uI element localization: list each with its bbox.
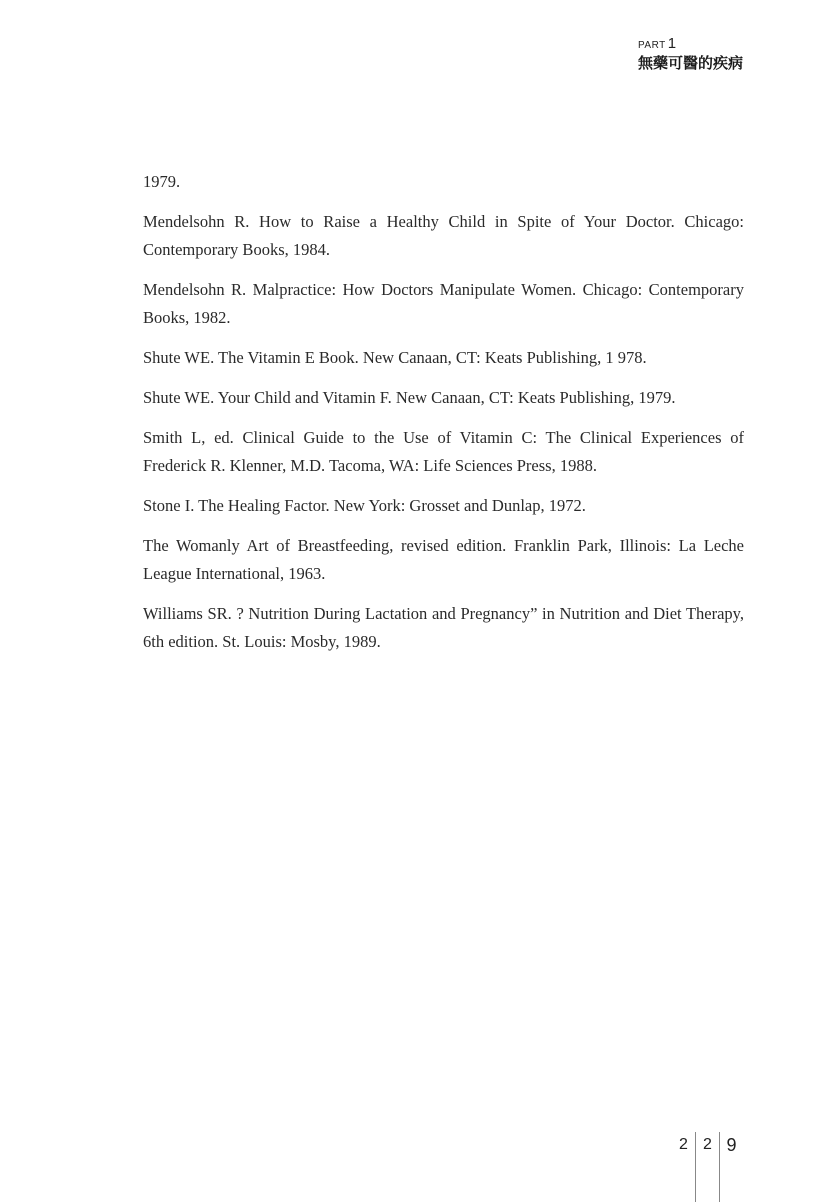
part-number: 1 bbox=[667, 35, 677, 52]
reference-entry: The Womanly Art of Breastfeeding, revised edition. Franklin Park, Illinois: La Leche League International, 1963. bbox=[143, 536, 744, 583]
part-text: PART bbox=[637, 40, 666, 51]
reference-entry: Williams SR. ? Nutrition During Lactation and Pregnancy” in Nutrition and Diet Therapy, 6th edition. St. Louis: Mosby, 1989. bbox=[143, 604, 744, 651]
running-head bbox=[637, 35, 743, 73]
reference-entry: Shute WE. Your Child and Vitamin F. New Canaan, CT: Keats Publishing, 1979. bbox=[143, 388, 676, 407]
page-number bbox=[672, 1132, 743, 1202]
reference-entry: Mendelsohn R. How to Raise a Healthy Child in Spite of Your Doctor. Chicago: Contemporary Books, 1984. bbox=[143, 212, 744, 259]
reference-entry: Mendelsohn R. Malpractice: How Doctors Manipulate Women. Chicago: Contemporary Books, 1982. bbox=[143, 280, 744, 327]
page-number-digit: 2 bbox=[696, 1132, 720, 1202]
reference-entry: Shute WE. The Vitamin E Book. New Canaan, CT: Keats Publishing, 1 978. bbox=[143, 348, 647, 367]
reference-list bbox=[143, 168, 744, 668]
page-number-digit: 9 bbox=[726, 1135, 737, 1155]
reference-entry: 1979. bbox=[143, 172, 181, 191]
page-number-digit: 2 bbox=[672, 1132, 696, 1202]
reference-entry: Smith L, ed. Clinical Guide to the Use of Vitamin C: The Clinical Experiences of Frederick R. Klenner, M.D. Tacoma, WA: Life Sciences Press, 1988. bbox=[143, 428, 744, 475]
chapter-title: 無藥可醫的疾病 bbox=[637, 54, 743, 72]
part-label bbox=[637, 35, 743, 52]
reference-entry: Stone I. The Healing Factor. New York: Grosset and Dunlap, 1972. bbox=[143, 496, 586, 515]
